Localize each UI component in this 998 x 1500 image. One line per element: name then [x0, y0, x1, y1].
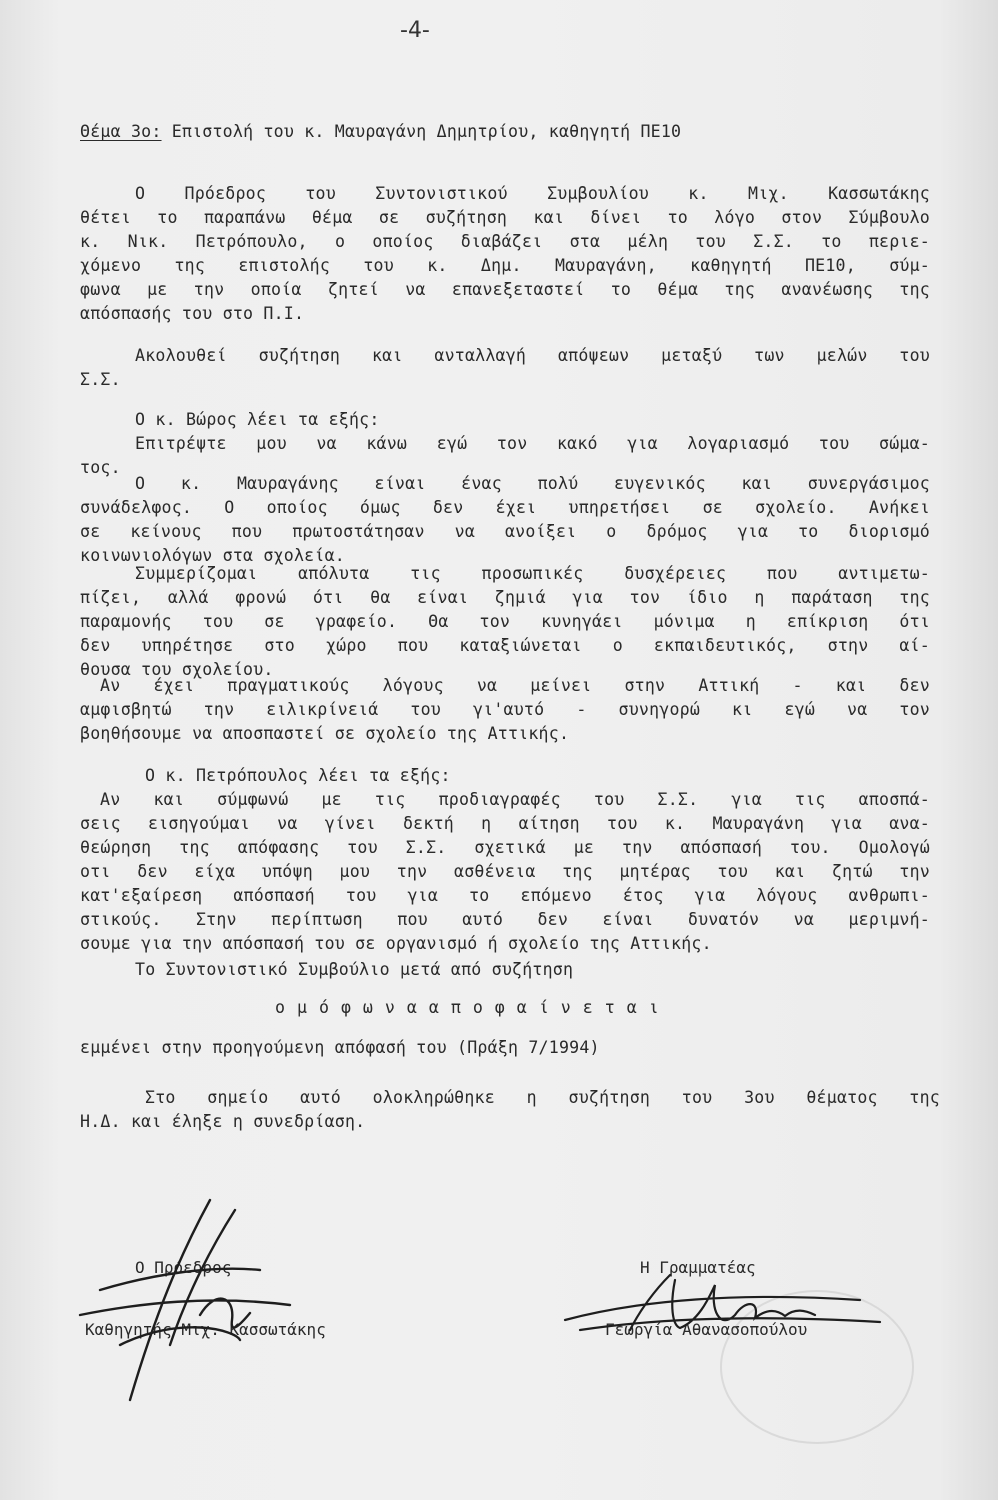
- p4-line-2: Αν και σύμφωνώ με τις προδιαγραφές του Σ.Σ. για τις αποσπά-: [100, 790, 930, 809]
- subject-text: Επιστολή του κ. Μαυραγάνη Δημητρίου, καθηγητή ΠΕ10: [171, 122, 682, 141]
- p3-line-13: Αν έχει πραγματικούς λόγους να μείνει στην Αττική - και δεν: [100, 676, 930, 695]
- p3-line-5: συνάδελφος. Ο οποίος όμως δεν έχει υπηρετήσει σε σχολείο. Ανήκει: [80, 498, 930, 517]
- secretary-name: Γεωργία Αθανασοπούλου: [605, 1320, 808, 1339]
- p5-line-1: Το Συντονιστικό Συμβούλιο μετά από συζήτηση: [135, 960, 574, 979]
- p5-line-3: εμμένει στην προηγούμενη απόφασή του (Πράξη 7/1994): [80, 1038, 600, 1057]
- p1-line-3: κ. Νικ. Πετρόπουλο, ο οποίος διαβάζει στα μέλη του Σ.Σ. το περιε-: [80, 232, 930, 251]
- p4-line-7: στικούς. Στην περίπτωση που αυτό δεν είναι δυνατόν να μεριμνή-: [80, 910, 930, 929]
- p4-line-1: Ο κ. Πετρόπουλος λέει τα εξής:: [145, 766, 451, 785]
- p3-line-8: Συμμερίζομαι απόλυτα τις προσωπικές δυσχέρειες που αντιμετω-: [135, 564, 930, 583]
- p1-line-1: Ο Πρόεδρος του Συντονιστικού Συμβουλίου κ. Μιχ. Κασσωτάκης: [135, 184, 930, 203]
- president-name: Καθηγητής Μιχ. Κασσωτάκης: [85, 1320, 326, 1339]
- p2-line-1: Ακολουθεί συζήτηση και ανταλλαγή απόψεων μεταξύ των μελών του: [135, 346, 930, 365]
- p3-line-11: δεν υπηρέτησε στο χώρο που καταξιώνεται ο εκπαιδευτικός, στην αί-: [80, 636, 930, 655]
- p3-line-1: Ο κ. Βώρος λέει τα εξής:: [135, 410, 380, 429]
- p4-line-3: σεις εισηγούμαι να γίνει δεκτή η αίτηση του κ. Μαυραγάνη για ανα-: [80, 814, 930, 833]
- p1-line-6: απόσπασής του στο Π.Ι.: [80, 304, 305, 323]
- subject-label: Θέμα 3ο:: [80, 122, 162, 141]
- secretary-signature: [560, 1270, 890, 1360]
- p3-line-3: τος.: [80, 458, 121, 477]
- p6-line-2: Η.Δ. και έληξε η συνεδρίαση.: [80, 1112, 366, 1131]
- p3-line-4: Ο κ. Μαυραγάνης είναι ένας πολύ ευγενικός και συνεργάσιμος: [135, 474, 930, 493]
- p4-line-5: οτι δεν είχα υπόψη μου την ασθένεια της μητέρας του και ζητώ την: [80, 862, 930, 881]
- decision-line: ο μ ό φ ω ν α α π ο φ α ί ν ε τ α ι: [275, 998, 660, 1017]
- secretary-title: Η Γραμματέας: [640, 1258, 756, 1277]
- p3-line-9: πίζει, αλλά φρονώ ότι θα είναι ζημιά για τον ίδιο η παράταση της: [80, 588, 930, 607]
- p2-line-2: Σ.Σ.: [80, 370, 121, 389]
- p6-line-1: Στο σημείο αυτό ολοκληρώθηκε η συζήτηση του 3ου θέματος της: [145, 1088, 940, 1107]
- p1-line-5: φωνα με την οποία ζητεί να επανεξεταστεί το θέμα της ανανέωσης της: [80, 280, 930, 299]
- p1-line-2: θέτει το παραπάνω θέμα σε συζήτηση και δίνει το λόγο στον Σύμβουλο: [80, 208, 930, 227]
- p3-line-2: Επιτρέψτε μου να κάνω εγώ τον κακό για λογαριασμό του σώμα-: [135, 434, 930, 453]
- p3-line-12: θουσα του σχολείου.: [80, 660, 274, 679]
- p3-line-14: αμφισβητώ την ειλικρίνειά του γι'αυτό - συνηγορώ κι εγώ να τον: [80, 700, 930, 719]
- p3-line-10: παραμονής του σε γραφείο. Θα τον κυνηγάει μόνιμα η επίκριση ότι: [80, 612, 930, 631]
- president-signature: [60, 1195, 320, 1405]
- p4-line-6: κατ'εξαίρεση απόσπασή του για το επόμενο έτος για λόγους ανθρωπι-: [80, 886, 930, 905]
- page-number: -4-: [400, 18, 430, 43]
- p1-line-4: χόμενο της επιστολής του κ. Δημ. Μαυραγάνη, καθηγητή ΠΕ10, σύμ-: [80, 256, 930, 275]
- p3-line-6: σε κείνους που πρωτοστάτησαν να ανοίξει ο δρόμος για το διορισμό: [80, 522, 930, 541]
- p4-line-4: θεώρηση της απόφασης του Σ.Σ. σχετικά με την απόσπασή του. Ομολογώ: [80, 838, 930, 857]
- p3-line-15: βοηθήσουμε να αποσπαστεί σε σχολείο της Αττικής.: [80, 724, 570, 743]
- p4-line-8: σουμε για την απόσπασή του σε οργανισμό ή σχολείο της Αττικής.: [80, 934, 712, 953]
- p3-line-7: κοινωνιολόγων στα σχολεία.: [80, 546, 345, 565]
- subject-line: [80, 120, 940, 144]
- president-title: Ο Πρόεδρος: [135, 1258, 232, 1277]
